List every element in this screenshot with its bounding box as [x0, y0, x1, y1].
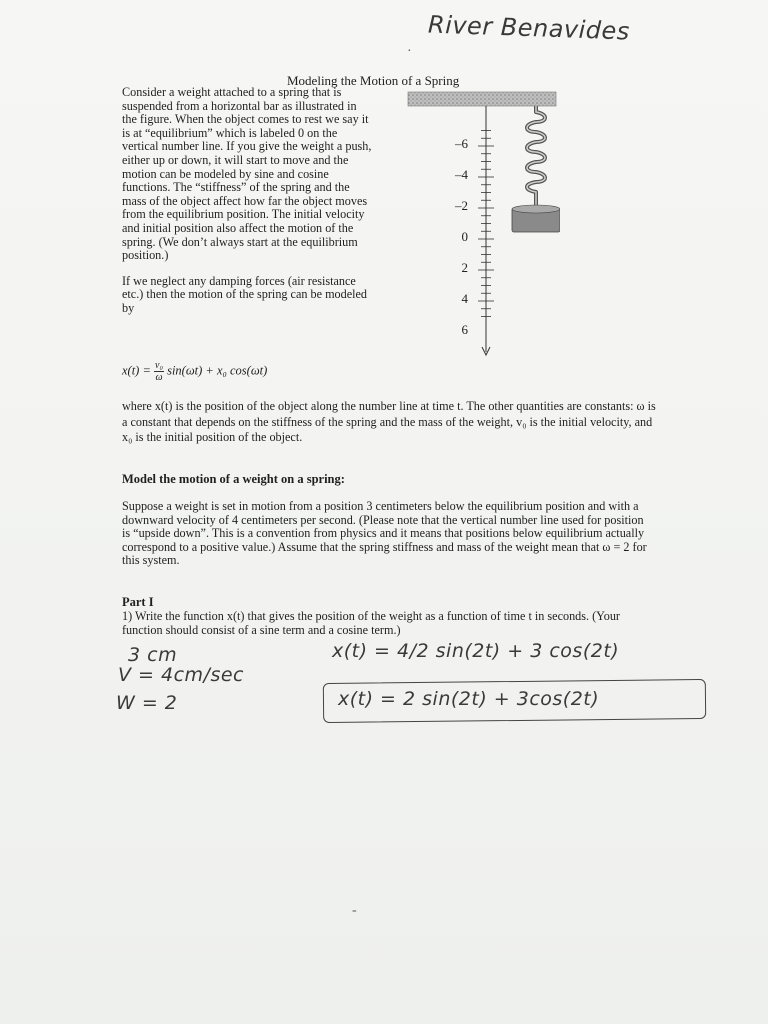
hw-work-line: x(t) = 4/2 sin(2t) + 3 cos(2t) [332, 640, 620, 662]
formula-fraction [154, 360, 164, 383]
axis-label: 6 [461, 322, 468, 337]
weight-top [512, 205, 560, 213]
spring-formula [122, 360, 267, 383]
axis-label: –6 [455, 136, 468, 151]
formula-lhs: x(t) = [122, 363, 151, 378]
problem-statement: Suppose a weight is set in motion from a position 3 centimeters below the equilibrium position and with a downward velocity of 4 centimeters per second. (Please note that the vertical number line used for position is “upside down”. This is a convention from physics and it means that positions below equilibrium actually correspond to a positive value.) Assume that the spring stiffness and mass of the weight mean that ω = 2 for this system. [122, 499, 647, 568]
formula-rhs: sin(ωt) + x₀ cos(ωt) [167, 363, 268, 378]
spring-highlight [527, 106, 545, 210]
intro-paragraph-2: If we neglect any damping forces (air resistance etc.) then the motion of the spring can be modeled by [122, 273, 368, 315]
axis-label: 2 [461, 260, 468, 275]
stray-mark: · [407, 44, 412, 59]
hw-final-answer: x(t) = 2 sin(2t) + 3cos(2t) [338, 688, 600, 710]
axis-labels [454, 136, 469, 337]
hw-given-position: 3 cm [128, 644, 178, 666]
where-explanation: where x(t) is the position of the object along the number line at time t. The other quantities are constants: ω is a constant that depends on the stiffness of the spring and the mass of the weight, v₀ is the initial velocity, and x₀ is the initial position of the object. [122, 399, 656, 444]
ceiling-bar [408, 92, 556, 106]
intro-paragraph-1: Consider a weight attached to a spring that is suspended from a horizontal bar as illustrated in the figure. When the object comes to rest we say it is at “equilibrium” which is labeled 0 on the vertical number line. If you give the weight a push, either up or down, it will start to move and the motion can be modeled by sine and cosine functions. The “stiffness” of the spring and the mass of the object affect how far the object moves from the equilibrium position. The initial velocity and initial position also affect the motion of the spring. (We don’t always start at the equilibrium position.) [122, 85, 372, 263]
formula-denominator: ω [155, 372, 163, 383]
axis-label: 4 [461, 291, 468, 306]
student-name: River Benavides [427, 10, 631, 46]
axis-label: –4 [455, 167, 468, 182]
intro-text [122, 86, 374, 328]
axis-label: 0 [461, 229, 468, 244]
part-label: Part I [122, 595, 154, 609]
axis-label: –2 [455, 198, 468, 213]
section-heading: Model the motion of a weight on a spring: [122, 472, 345, 486]
spring-figure [400, 90, 560, 362]
page-title: Modeling the Motion of a Spring [287, 73, 460, 88]
hw-given-omega: W = 2 [116, 692, 178, 714]
stray-mark-bottom: - [352, 903, 357, 918]
hw-given-velocity: V = 4cm/sec [118, 664, 244, 686]
question-1: 1) Write the function x(t) that gives the position of the weight as a function of time t in seconds. (Your function should consist of a sine term and a cosine term.) [122, 609, 620, 637]
formula-numerator: v₀ [155, 360, 163, 371]
